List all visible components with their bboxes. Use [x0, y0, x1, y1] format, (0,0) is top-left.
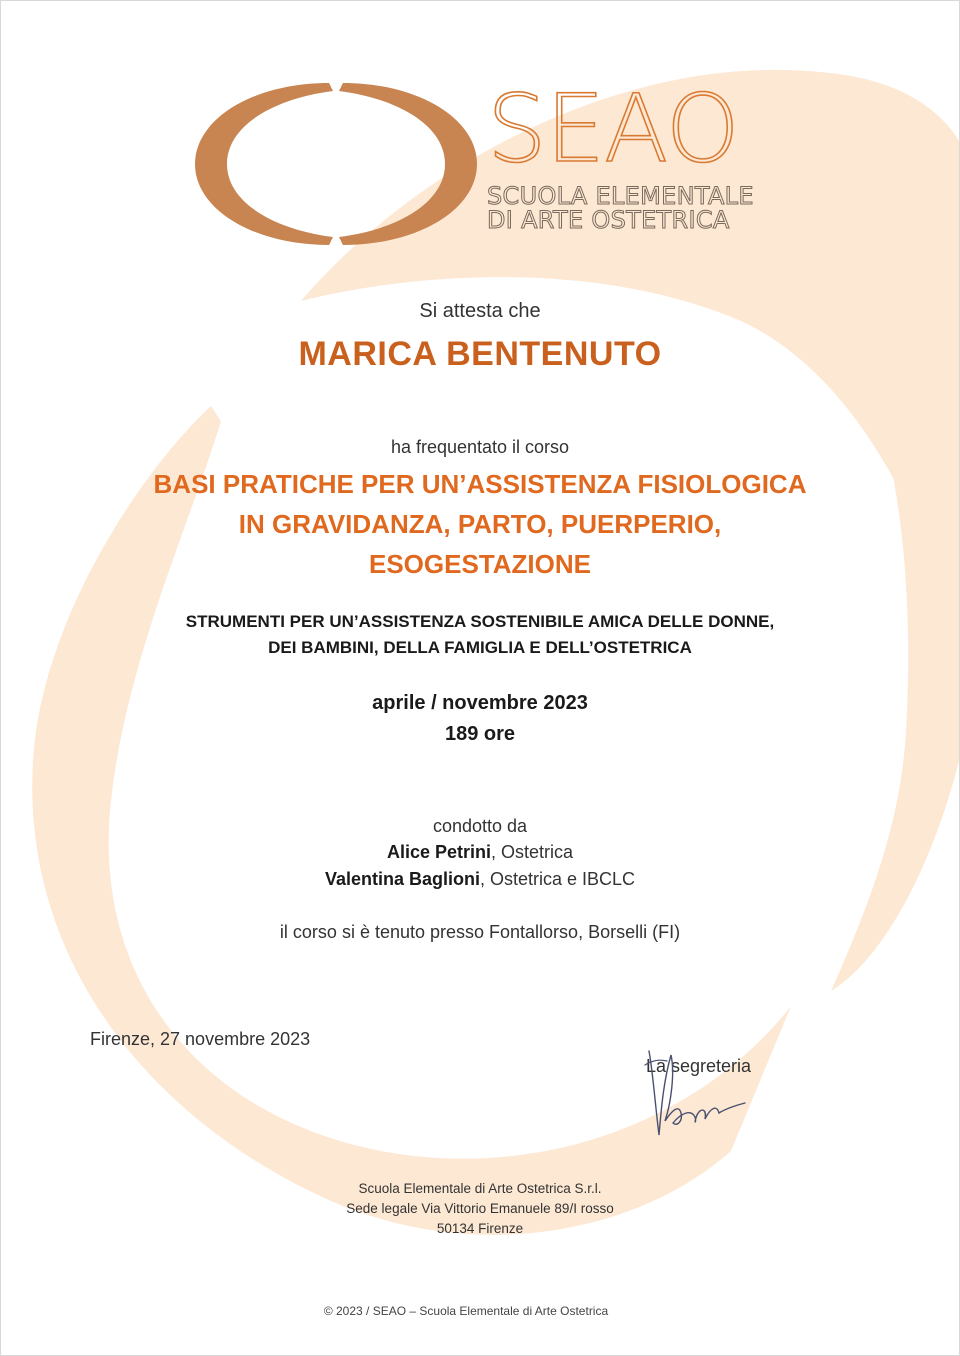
- teacher-name: Alice Petrini: [386, 842, 491, 862]
- signatory-label: La segreteria: [646, 1056, 752, 1076]
- course-location: il corso si è tenuto presso Fontallorso, Borselli (FI): [279, 922, 681, 942]
- course-title-line: BASI PRATICHE PER UN’ASSISTENZA FISIOLOGICA: [153, 469, 807, 499]
- attended-text: ha frequentato il corso: [390, 437, 570, 457]
- teacher-role: , Ostetrica: [491, 842, 574, 862]
- teacher-role: , Ostetrica e IBCLC: [479, 869, 636, 889]
- logo-wordmark: SEAO: [487, 75, 739, 184]
- recipient-name: MARICA BENTENUTO: [298, 335, 662, 373]
- logo-subtitle-line1: SCUOLA ELEMENTALE: [487, 182, 754, 210]
- intro-text: Si attesta che: [419, 300, 541, 322]
- place-date: Firenze, 27 novembre 2023: [90, 1029, 311, 1049]
- course-hours: 189 ore: [444, 723, 516, 745]
- course-title-line: IN GRAVIDANZA, PARTO, PUERPERIO,: [238, 509, 722, 539]
- course-title: [1, 464, 959, 584]
- course-subtitle: [1, 609, 959, 661]
- course-title-line: ESOGESTAZIONE: [369, 549, 591, 579]
- course-subtitle-line: DEI BAMBINI, DELLA FAMIGLIA E DELL’OSTETRICA: [268, 638, 692, 657]
- teacher-name: Valentina Baglioni: [324, 869, 480, 889]
- footer-company: Scuola Elementale di Arte Ostetrica S.r.l.: [358, 1181, 602, 1196]
- copyright-notice: © 2023 / SEAO – Scuola Elementale di Arte Ostetrica: [323, 1304, 609, 1318]
- handwritten-signature-icon: [641, 1043, 751, 1143]
- footer-city: 50134 Firenze: [436, 1221, 524, 1236]
- conducted-by-label: condotto da: [432, 816, 528, 836]
- logo-subtitle-line2: DI ARTE OSTETRICA: [487, 206, 730, 234]
- course-subtitle-line: STRUMENTI PER UN’ASSISTENZA SOSTENIBILE AMICA DELLE DONNE,: [185, 612, 775, 631]
- teacher-entry: [1, 842, 959, 863]
- course-period: aprile / novembre 2023: [372, 692, 588, 714]
- teacher-entry: [1, 869, 959, 890]
- footer-address: Sede legale Via Vittorio Emanuele 89/I rosso: [346, 1201, 614, 1216]
